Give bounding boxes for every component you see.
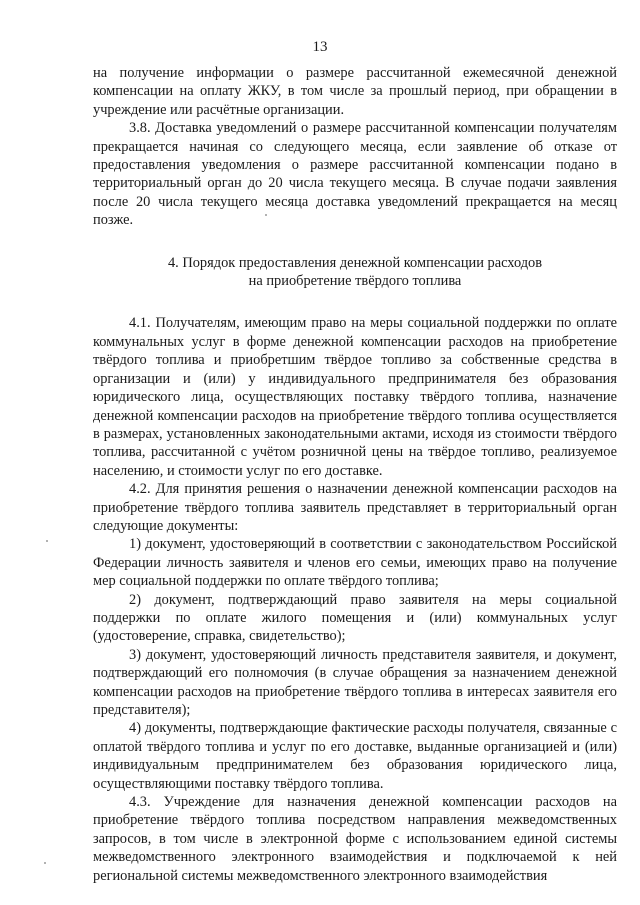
scan-speck	[44, 862, 46, 864]
list-item-1: 1) документ, удостоверяющий в соответствии с законодательством Российской Федерации личность заявителя и членов его семьи, имеющих право на получение мер социальной поддержки по оплате твёрдого топлива;	[93, 536, 617, 590]
document-body	[93, 64, 617, 885]
list-item-2: 2) документ, подтверждающий право заявителя на меры социальной поддержки по оплате жилого помещения и (или) коммунальных услуг (удостоверение, справка, свидетельство);	[93, 591, 617, 645]
list-item-3: 3) документ, удостоверяющий личность представителя заявителя, и документ, подтверждающий его полномочия (в случае обращения за назначением денежной компенсации расходов на приобретение твёрдого топлива в интересах заявителя его представителя);	[93, 646, 617, 718]
paragraph-continued: на получение информации о размере рассчитанной ежемесячной денежной компенсации на оплату ЖКУ, в том числе за прошлый период, при обращении в учреждение или расчётные организации.	[93, 65, 617, 118]
section-heading-line-1: 4. Порядок предоставления денежной компенсации расходов	[167, 254, 543, 271]
paragraph-4-2: 4.2. Для принятия решения о назначении денежной компенсации расходов на приобретение твёрдого топлива заявитель представляет в территориальный орган следующие документы:	[93, 481, 617, 534]
section-heading	[93, 254, 617, 291]
section-heading-line-2: на приобретение твёрдого топлива	[248, 273, 462, 290]
list-item-4: 4) документы, подтверждающие фактические расходы получателя, связанные с оплатой твёрдого топлива и услуг по его доставке, выданные организацией и (или) индивидуальным предпринимателем без образования юридического лица, осуществляющими поставку твёрдого топлива.	[93, 720, 617, 792]
paragraph-4-1: 4.1. Получателям, имеющим право на меры социальной поддержки по оплате коммунальных услуг в форме денежной компенсации расходов на приобретение твёрдого топлива и приобретшим твёрдое топливо за собственные средства в организации и (или) у индивидуального предпринимателя без образования юридического лица, осуществляющих поставку твёрдого топлива, назначение денежной компенсации расходов на приобретение твёрдого топлива осуществляется в размерах, установленных законодательными актами, исходя из стоимости твёрдого топлива, рассчитанной с учётом розничной цены на твёрдое топливо, реализуемое населению, и стоимости услуг по его доставке.	[93, 315, 617, 479]
paragraph-4-3: 4.3. Учреждение для назначения денежной компенсации расходов на приобретение твёрдого топлива посредством направления межведомственных запросов, в том числе в электронной форме с использованием единой системы межведомственного электронного взаимодействия и подключаемой к ней региональной системы межведомственного электронного взаимодействия	[93, 794, 617, 884]
scan-speck	[46, 540, 48, 542]
page-number: 13	[312, 39, 328, 55]
paragraph-3-8: 3.8. Доставка уведомлений о размере рассчитанной компенсации получателям прекращается начиная со следующего месяца, если заявление об отказе от предоставления уведомления о размере рассчитанной компенсации подано в территориальный орган до 20 числа текущего месяца. В случае подачи заявления после 20 числа текущего месяца доставка уведомлений прекращается на месяц позже.	[93, 120, 617, 229]
scan-speck	[265, 214, 267, 216]
